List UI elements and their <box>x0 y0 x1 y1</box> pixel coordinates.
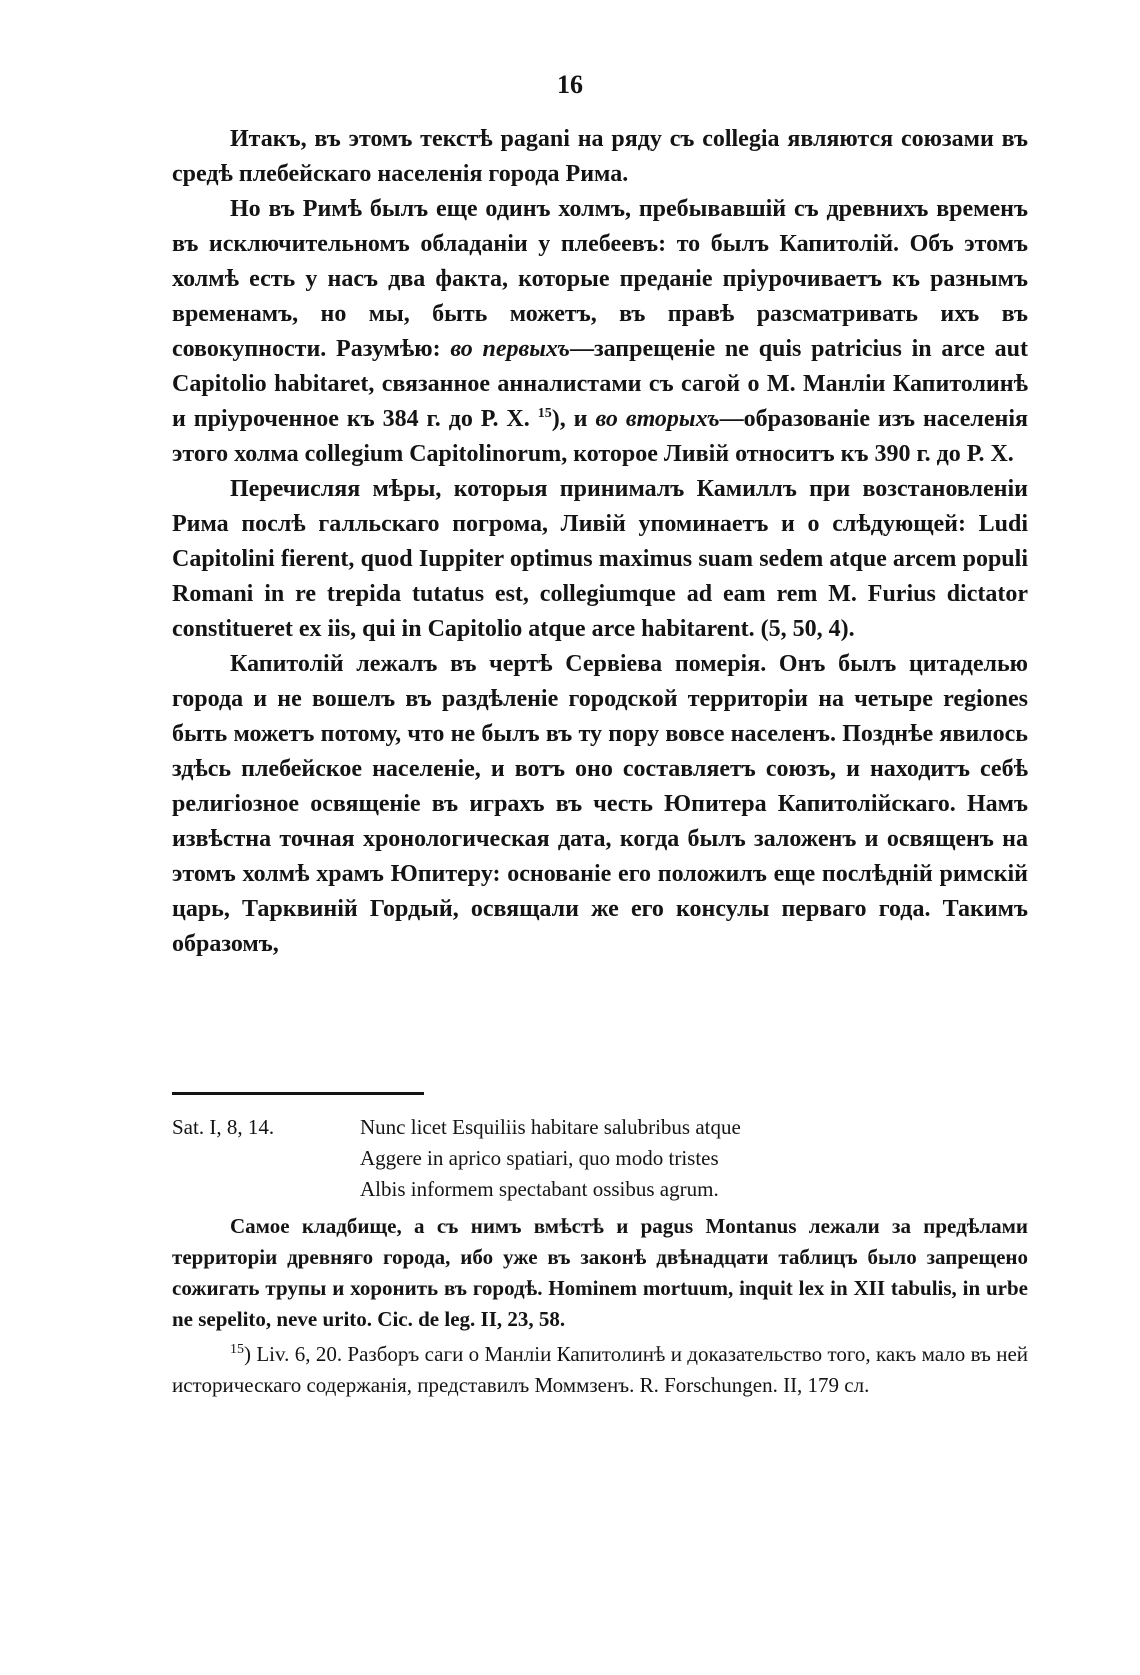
text-span: —запрещеніе ne quis patricius in arce aut Capitolio habitaret, связанное анналистами съ сагой о М. Манліи Капитолинѣ и пріуроченное къ 384 г. до Р. X. <box>172 336 1028 432</box>
text-span: Но въ Римѣ былъ еще одинъ холмъ, пребывавшій съ древнихъ временъ въ исключительномъ обладаніи у плебеевъ: то былъ Капитолій. Объ этомъ холмѣ есть у насъ два факта, которые преданіе пріурочиваетъ къ разнымъ временамъ, но мы, быть можетъ, въ правѣ разсматривать ихъ въ совокупности. Разумѣю: <box>172 196 1028 362</box>
text-span: являются союзами въ средѣ плебейскаго населенія города Рима. <box>172 126 1028 187</box>
verse-line: Nunc licet Esquiliis habitare salubribus atque <box>360 1115 741 1139</box>
page-number: 16 <box>557 70 583 99</box>
verse-lines <box>360 1112 1028 1205</box>
verse-quote <box>172 1112 1028 1205</box>
text-span: ) Liv. 6, 20. Разборъ саги о Манліи Капитолинѣ и доказательство того, какъ мало въ ней историческаго содержанія, представилъ Моммзенъ. R. Forschungen. II, 179 сл. <box>172 1342 1028 1397</box>
verse-line: Albis informem spectabant ossibus agrum. <box>360 1177 719 1201</box>
main-text <box>172 122 1028 962</box>
text-span: collegia <box>702 126 780 152</box>
paragraph-1 <box>172 122 1028 192</box>
verse-line: Aggere in aprico spatiari, quo modo tristes <box>360 1146 719 1170</box>
footnote-divider <box>172 1092 424 1095</box>
text-span: на ряду съ <box>569 126 703 152</box>
text-span: —образованіе изъ населенія этого холма collegium Capitolinorum, которое Ливій относитъ къ 390 г. до Р. X. <box>172 406 1028 467</box>
paragraph-2 <box>172 192 1028 472</box>
verse-citation: Sat. I, 8, 14. <box>172 1115 275 1139</box>
text-span: pagani <box>500 126 570 152</box>
paragraph-4: Капитолій лежалъ въ чертѣ Сервіева померія. Онъ былъ цитаделью города и не вошелъ въ раздѣленіе городской территоріи на четыре regiones быть можетъ потому, что не былъ въ ту пору вовсе населенъ. Позднѣе явилось здѣсь плебейское населеніе, и вотъ оно составляетъ союзъ, и находитъ себѣ религіозное освященіе въ играхъ въ честь Юпитера Капитолійскаго. Намъ извѣстна точная хронологическая дата, когда былъ заложенъ и освященъ на этомъ холмѣ храмъ Юпитеру: основаніе его положилъ еще послѣдній римскій царь, Тарквиній Гордый, освящали же его консулы перваго года. Такимъ образомъ, <box>172 651 1028 957</box>
paragraph-3: Перечисляя мѣры, которыя принималъ Камиллъ при возстановленіи Рима послѣ галльскаго погрома, Ливій упоминаетъ и о слѣдующей: Ludi Capitolini fierent, quod Iuppiter optimus maximus suam sedem atque arcem populi Romani in re trepida tutatus est, collegiumque ad eam rem M. Furius dictator constitueret ex iis, qui in Capitolio atque arce habitarent. (5, 50, 4). <box>172 476 1028 642</box>
footnote-15 <box>172 1339 1028 1401</box>
footnote-ref-15: 15 <box>537 406 552 421</box>
text-span: Итакъ, въ этомъ текстѣ <box>230 126 501 152</box>
footnotes <box>172 1112 1028 1401</box>
footnote-cemetery: Самое кладбище, а съ нимъ вмѣстѣ и pagus Montanus лежали за предѣлами территоріи древняго города, ибо уже въ законѣ двѣнадцати таблицъ было запрещено сожигать трупы и хоронить въ городѣ. Hominem mortuum, inquit lex in XII tabulis, in urbe ne sepelito, neve urito. Cic. de leg. II, 23, 58. <box>172 1214 1028 1331</box>
text-span: ), и <box>551 406 596 432</box>
italic-phrase: во первыхъ <box>450 336 570 362</box>
footnote-marker: 15 <box>230 1342 244 1357</box>
italic-phrase: во вторыхъ <box>595 406 720 432</box>
